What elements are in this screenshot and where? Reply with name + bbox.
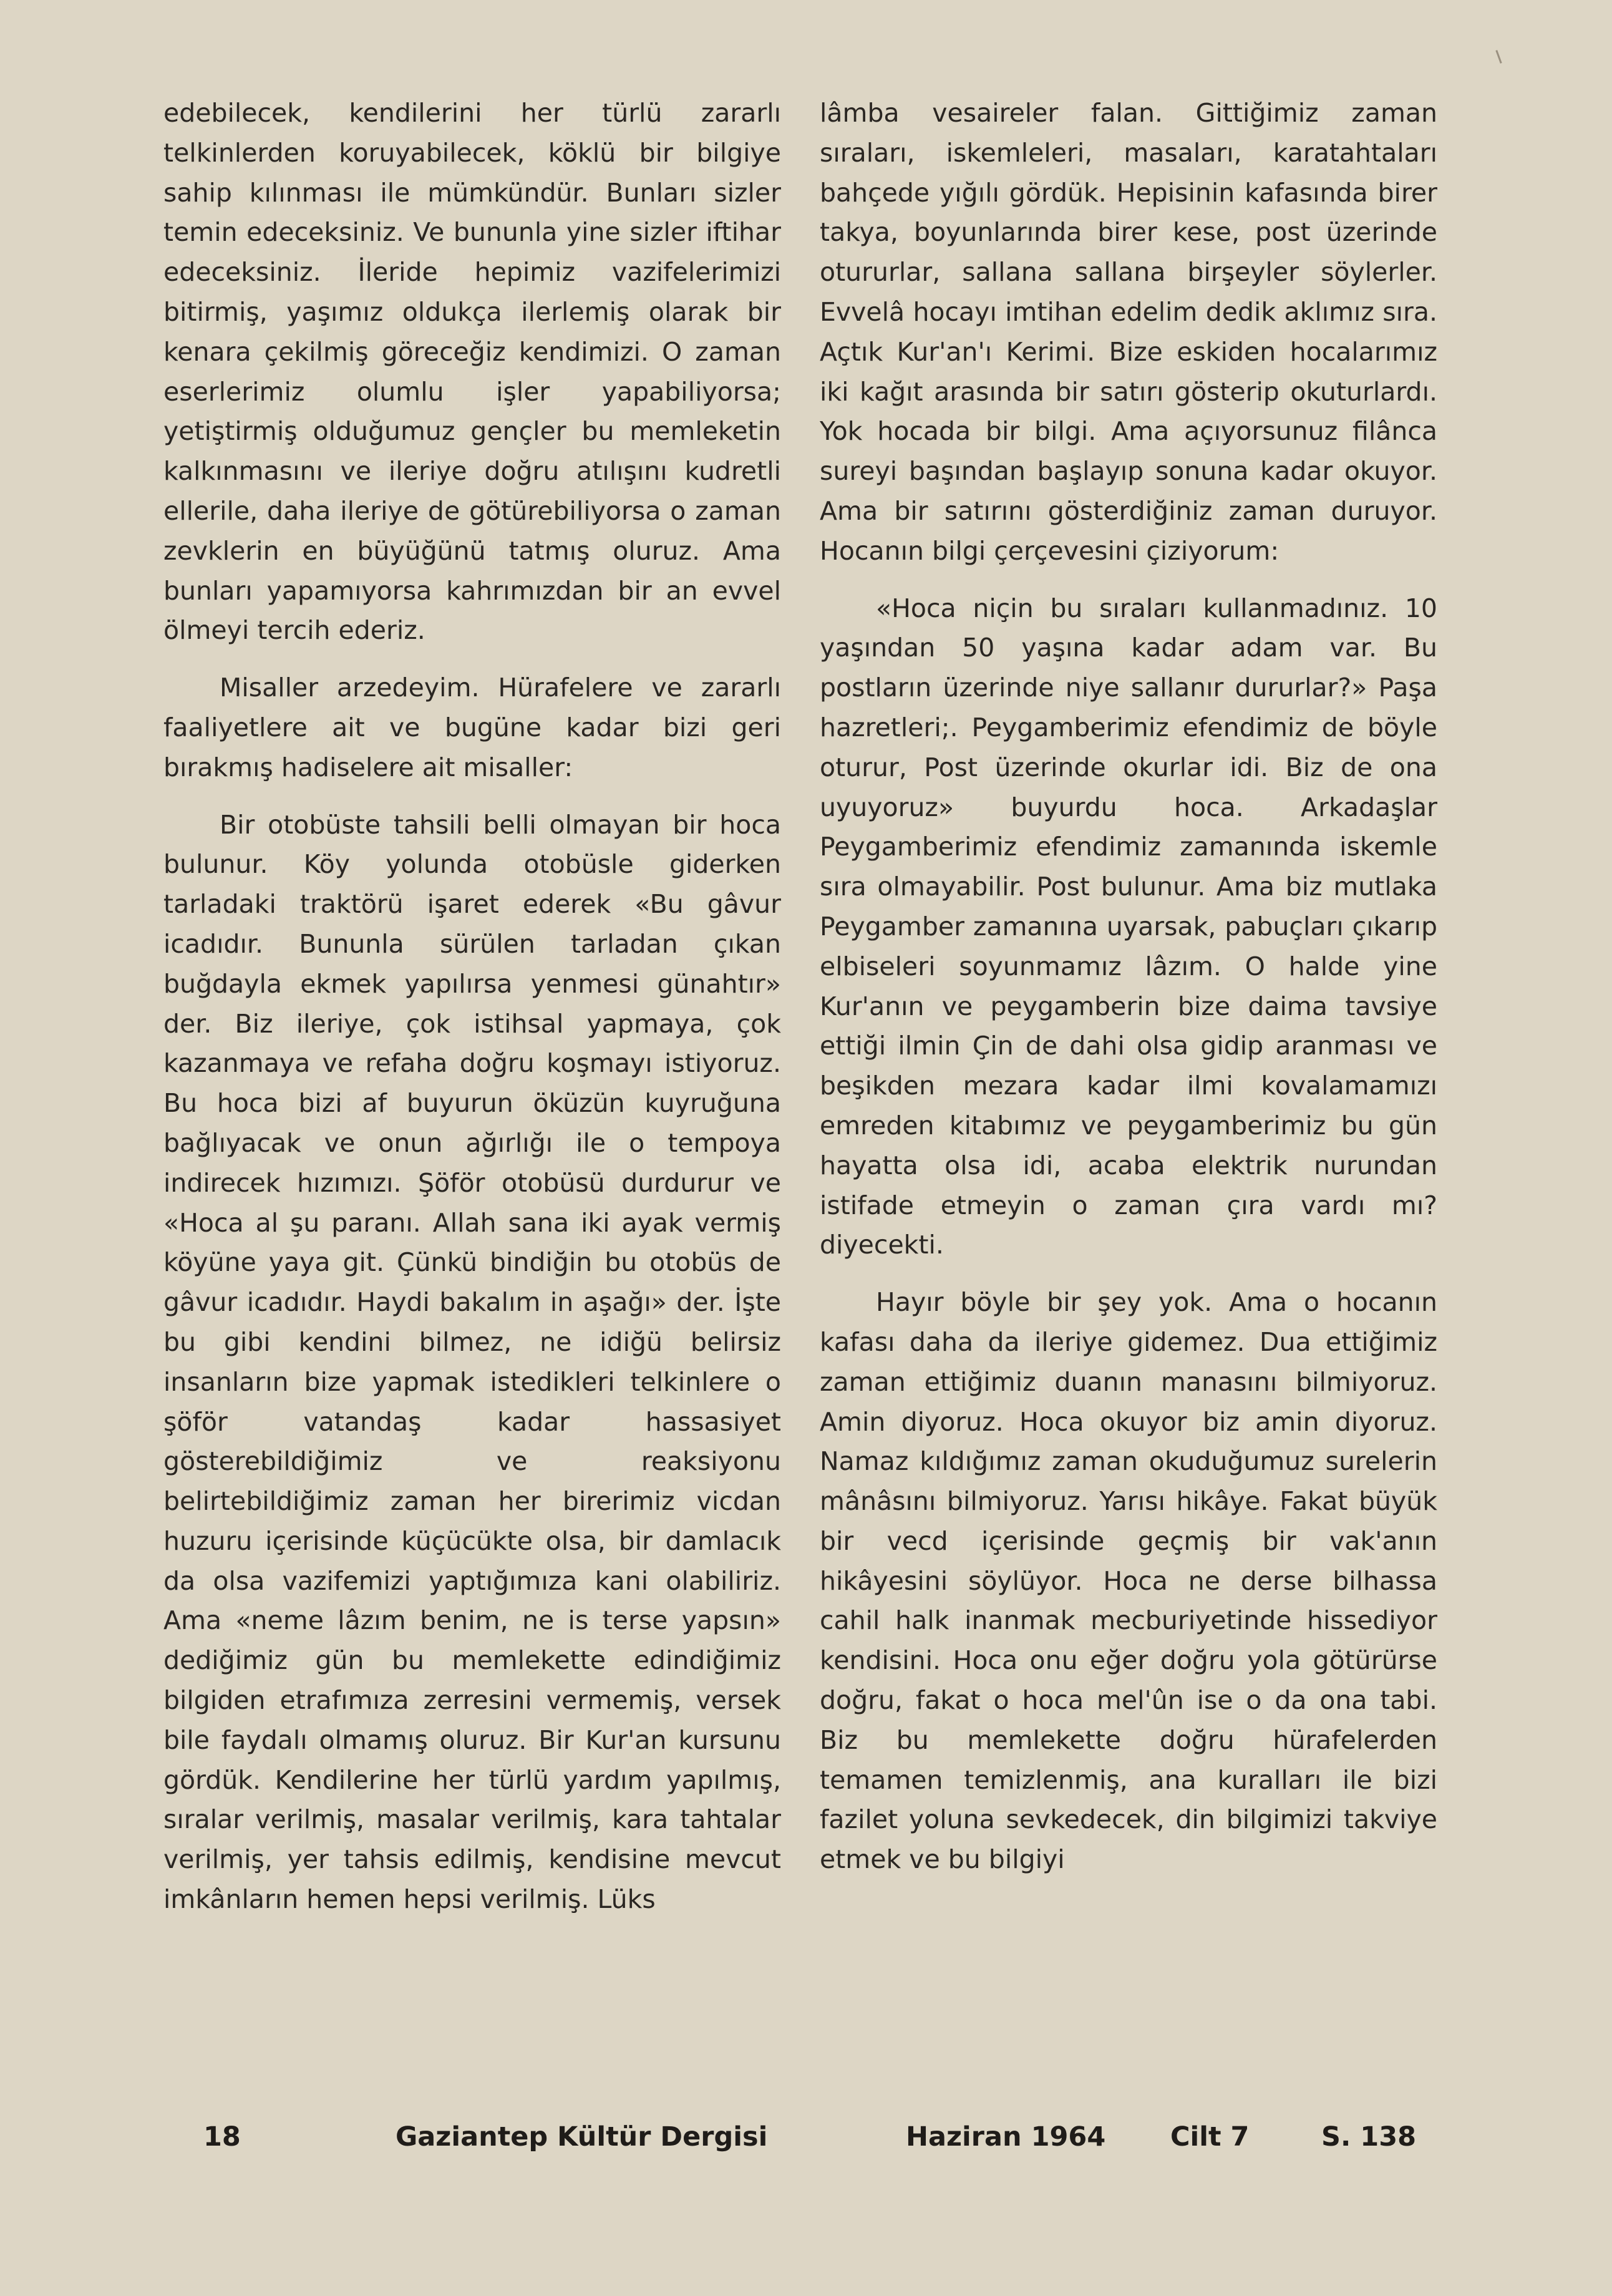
page-number: 18 [203, 2121, 241, 2152]
paragraph: edebilecek, kendilerini her türlü zararlı telkinlerden koruyabilecek, köklü bir bilgiye sahip kılınması ile mümkündür. Bunları sizler temin edeceksiniz. Ve bununla yine sizler iftihar edeceksiniz. İleride hepimiz vazifelerimizi bitirmiş, yaşımız oldukça ilerlemiş olarak bir kenara çekilmiş göreceğiz kendimizi. O zaman eserlerimiz olumlu işler yapabiliyorsa; yetiştirmiş olduğumuz gençler bu memleketin kalkınmasını ve ileriye doğru atılışını kudretli ellerile, daha ileriye de götürebiliyorsa o zaman zevklerin en büyüğünü tatmış oluruz. Ama bunları yapamıyorsa kahrımızdan bir an evvel ölmeyi tercih ederiz. [163, 98, 781, 646]
volume-number: Cilt 7 [1170, 2121, 1250, 2152]
page-footer [0, 2121, 1612, 2165]
issue-date: Haziran 1964 [906, 2121, 1106, 2152]
magazine-title: Gaziantep Kültür Dergisi [396, 2121, 768, 2152]
paragraph: Bir otobüste tahsili belli olmayan bir hoca bulunur. Köy yolunda otobüsle giderken tarladaki traktörü işaret ederek «Bu gâvur icadıdır. Bununla sürülen tarladan çıkan buğdayla ekmek yapılırsa yenmesi günahtır» der. Biz ileriye, çok istihsal yapmaya, çok kazanmaya ve refaha doğru koşmayı istiyoruz. Bu hoca bizi af buyurun öküzün kuyruğuna bağlıyacak ve onun ağırlığı ile o tempoya indirecek hızımızı. Şöför otobüsü durdurur ve «Hoca al şu paranı. Allah sana iki ayak vermiş köyüne yaya git. Çünkü bindiğin bu otobüs de gâvur icadıdır. Haydi bakalım in aşağı» der. İşte bu gibi kendini bilmez, ne idiğü belirsiz insanların bize yapmak istedikleri telkinlere o şöför vatandaş kadar hassasiyet gösterebildiğimiz ve reaksiyonu belirtebildiğimiz zaman her birerimiz vicdan huzuru içerisinde küçücükte olsa, bir damlacık da olsa vazifemizi yaptığımıza kani olabiliriz. Ama «neme lâzım benim, ne is terse yapsın» dediğimiz gün bu memlekette edindiğimiz bilgiden etrafımıza zerresini vermemiş, versek bile faydalı olmamış oluruz. Bir Kur'an kursunu gördük. Kendilerine her türlü yardım yapılmış, sıralar verilmiş, masalar verilmiş, kara tahtalar verilmiş, yer tahsis edilmiş, kendisine mevcut imkânların hemen hepsi verilmiş. Lüks [163, 809, 781, 1915]
paragraph: «Hoca niçin bu sıraları kullanmadınız. 10 yaşından 50 yaşına kadar adam var. Bu postların üzerinde niye sallanır dururlar?» Paşa hazretleri;. Peygamberimiz efendimiz de böyle oturur, Post üzerinde okurlar idi. Biz de ona uyuyoruz» buyurdu hoca. Arkadaşlar Peygamberimiz efendimiz zamanında iskemle sıra olmayabilir. Post bulunur. Ama biz mutlaka Peygamber zamanına uyarsak, pabuçları çıkarıp elbiseleri soyunmamız lâzım. O halde yine Kur'anın ve peygamberin bize daima tavsiye ettiği ilmin Çin de dahi olsa gidip aranması ve beşikden mezara kadar ilmi kovalamamızı emreden kitabımız ve peygamberimiz bu gün hayatta olsa idi, acaba elektrik nurundan istifade etmeyin o zaman çıra vardı mı? diyecekti. [820, 593, 1437, 1260]
issue-number: S. 138 [1321, 2121, 1417, 2152]
left-column [163, 94, 781, 1937]
paragraph: Misaller arzedeyim. Hürafelere ve zararlı faaliyetlere ait ve bugüne kadar bizi geri bırakmış hadiselere ait misaller: [163, 673, 781, 782]
paper-speck [1495, 50, 1502, 64]
paragraph: Hayır böyle bir şey yok. Ama o hocanın kafası daha da ileriye gidemez. Dua ettiğimiz zaman ettiğimiz duanın manasını bilmiyoruz. Amin diyoruz. Hoca okuyor biz amin diyoruz. Namaz kıldığımız zaman okuduğumuz surelerin mânâsını bilmiyoruz. Yarısı hikâye. Fakat büyük bir vecd içerisinde geçmiş bir vak'anın hikâyesini söylüyor. Hoca ne derse bilhassa cahil halk inanmak mecburiyetinde hissediyor kendisini. Hoca onu eğer doğru yola götürürse doğru, fakat o hoca mel'ûn ise o da ona tabi. Biz bu memlekette doğru hürafelerden temamen temizlenmiş, ana kuralları ile bizi fazilet yoluna sevkedecek, din bilgimizi takviye etmek ve bu bilgiyi [820, 1287, 1437, 1875]
paragraph: lâmba vesaireler falan. Gittiğimiz zaman sıraları, iskemleleri, masaları, karatahtaları bahçede yığılı gördük. Hepisinin kafasında birer takya, boyunlarında birer kese, post üzerinde otururlar, sallana sallana birşeyler söylerler. Evvelâ hocayı imtihan edelim dedik aklımız sıra. Açtık Kur'an'ı Kerimi. Bize eskiden hocalarımız iki kağıt arasında bir satırı gösterip okuturlardı. Yok hocada bir bilgi. Ama açıyorsunuz filânca sureyi başından başlayıp sonuna kadar okuyor. Ama bir satırını gösterdiğiniz zaman duruyor. Hocanın bilgi çerçevesini çiziyorum: [820, 98, 1437, 566]
right-column [820, 94, 1437, 1897]
